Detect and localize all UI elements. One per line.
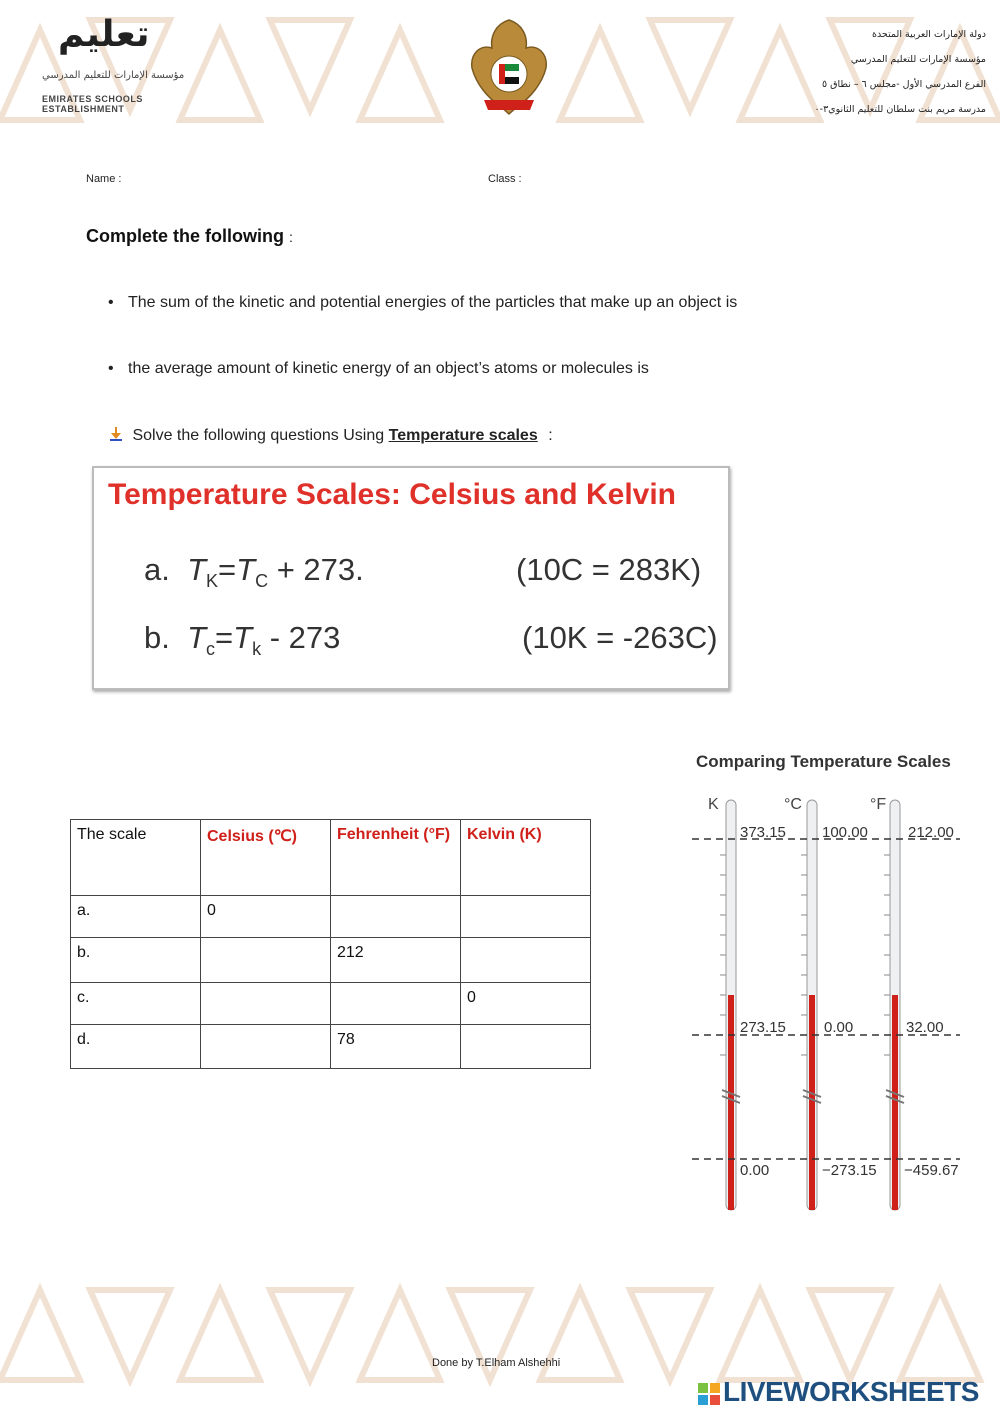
formula-a-tc: T <box>236 552 256 587</box>
answer-cell[interactable] <box>461 896 591 938</box>
answer-cell[interactable] <box>201 1025 331 1069</box>
freeze-c: 0.00 <box>824 1019 854 1036</box>
arrow-down-icon <box>108 426 124 442</box>
logo-arabic: تعليم <box>58 14 150 55</box>
question-bullet-1 <box>108 294 737 312</box>
table-row <box>71 983 591 1025</box>
header-school-info <box>815 22 986 122</box>
answer-cell[interactable] <box>461 938 591 983</box>
boil-k: 373.15 <box>740 824 786 841</box>
header-scale: The scale <box>71 820 201 896</box>
liveworksheets-brand[interactable] <box>698 1376 979 1408</box>
formula-title: Temperature Scales: Celsius and Kelvin <box>108 478 676 511</box>
header-line-school: مدرسة مريم بنت سلطان للتعليم الثانوي٣-٠ <box>814 104 986 115</box>
thermometer-figure <box>690 745 990 1225</box>
logo-english <box>42 94 143 114</box>
header-line-country: دولة الإمارات العربية المتحدة <box>871 29 986 40</box>
question-bullet-2 <box>108 360 649 378</box>
unit-k: K <box>708 796 719 813</box>
solve-link: Temperature scales <box>388 427 538 444</box>
heading-text: Complete the following <box>86 226 284 246</box>
logo-arabic-sub: مؤسسة الإمارات للتعليم المدرسي <box>42 70 185 81</box>
answer-cell[interactable] <box>331 896 461 938</box>
answer-cell[interactable] <box>201 938 331 983</box>
bullet-dot-icon: • <box>108 294 114 311</box>
liveworksheets-logo-icon <box>698 1383 720 1405</box>
answer-table <box>70 819 591 1069</box>
row-label: d. <box>71 1025 201 1069</box>
answer-cell[interactable]: 212 <box>331 938 461 983</box>
header-celsius: Celsius (℃) <box>201 820 331 896</box>
table-row <box>71 1025 591 1069</box>
formula-b-label: b. <box>144 620 170 655</box>
answer-cell[interactable]: 0 <box>461 983 591 1025</box>
header-line-establishment: مؤسسة الإمارات للتعليم المدرسي <box>850 54 986 65</box>
unit-f: °F <box>870 796 887 813</box>
formula-b-tk: T <box>233 620 253 655</box>
freeze-k: 273.15 <box>740 1019 786 1036</box>
formula-a-tk: T <box>187 552 207 587</box>
page-heading <box>86 226 293 247</box>
formula-b-c: c <box>206 639 216 660</box>
logo-english-line1: EMIRATES SCHOOLS <box>42 94 143 104</box>
header-fahrenheit: Fehrenheit (°F) <box>331 820 461 896</box>
abs-k: 0.00 <box>740 1162 770 1179</box>
answer-cell[interactable] <box>201 983 331 1025</box>
table-row <box>71 938 591 983</box>
class-label: Class : <box>488 173 522 185</box>
heading-colon: : <box>289 229 293 245</box>
answer-cell[interactable]: 78 <box>331 1025 461 1069</box>
freeze-f: 32.00 <box>906 1019 944 1036</box>
formula-a-label: a. <box>144 552 170 587</box>
boil-c: 100.00 <box>822 824 868 841</box>
header-line-branch: الفرع المدرسي الأول -مجلس ٦ – نطاق ٥ <box>822 79 986 90</box>
bullet-1-text: The sum of the kinetic and potential energies of the particles that make up an object is <box>128 294 738 311</box>
answer-cell[interactable]: 0 <box>201 896 331 938</box>
solve-prefix: Solve the following questions Using <box>132 427 385 444</box>
thermo-title: Comparing Temperature Scales <box>696 752 951 771</box>
name-label: Name : <box>86 173 122 185</box>
formula-a <box>144 552 364 592</box>
bullet-dot-icon: • <box>108 360 114 377</box>
formula-b <box>144 620 340 660</box>
table-header-row <box>71 820 591 896</box>
row-label: b. <box>71 938 201 983</box>
formula-box <box>92 466 730 690</box>
formula-a-k: K <box>206 571 219 592</box>
solve-instruction <box>108 426 553 445</box>
row-label: c. <box>71 983 201 1025</box>
formula-b-k: k <box>252 639 262 660</box>
boil-f: 212.00 <box>908 824 954 841</box>
formula-a-eq: = <box>218 552 237 587</box>
header-kelvin: Kelvin (K) <box>461 820 591 896</box>
answer-cell[interactable] <box>331 983 461 1025</box>
formula-b-eq: = <box>215 620 234 655</box>
bullet-2-text: the average amount of kinetic energy of an object’s atoms or molecules is <box>128 360 649 377</box>
abs-f: −459.67 <box>904 1162 959 1179</box>
solve-suffix: : <box>548 427 553 444</box>
answer-cell[interactable] <box>461 1025 591 1069</box>
thermometer-tubes <box>726 800 900 1210</box>
formula-b-tc: T <box>187 620 207 655</box>
formula-b-tail: - 273 <box>269 620 341 655</box>
uae-emblem-icon <box>466 14 552 118</box>
abs-c: −273.15 <box>822 1162 877 1179</box>
formula-a-c: C <box>255 571 269 592</box>
row-label: a. <box>71 896 201 938</box>
formula-b-example: (10K = -263C) <box>522 620 718 655</box>
brand-text: LIVEWORKSHEETS <box>723 1376 979 1407</box>
logo-english-line2: ESTABLISHMENT <box>42 104 125 114</box>
formula-a-tail: + 273. <box>276 552 364 587</box>
footer-credit: Done by T.Elham Alshehhi <box>432 1357 561 1369</box>
formula-a-example: (10C = 283K) <box>516 552 702 587</box>
table-row <box>71 896 591 938</box>
unit-c: °C <box>784 796 802 813</box>
